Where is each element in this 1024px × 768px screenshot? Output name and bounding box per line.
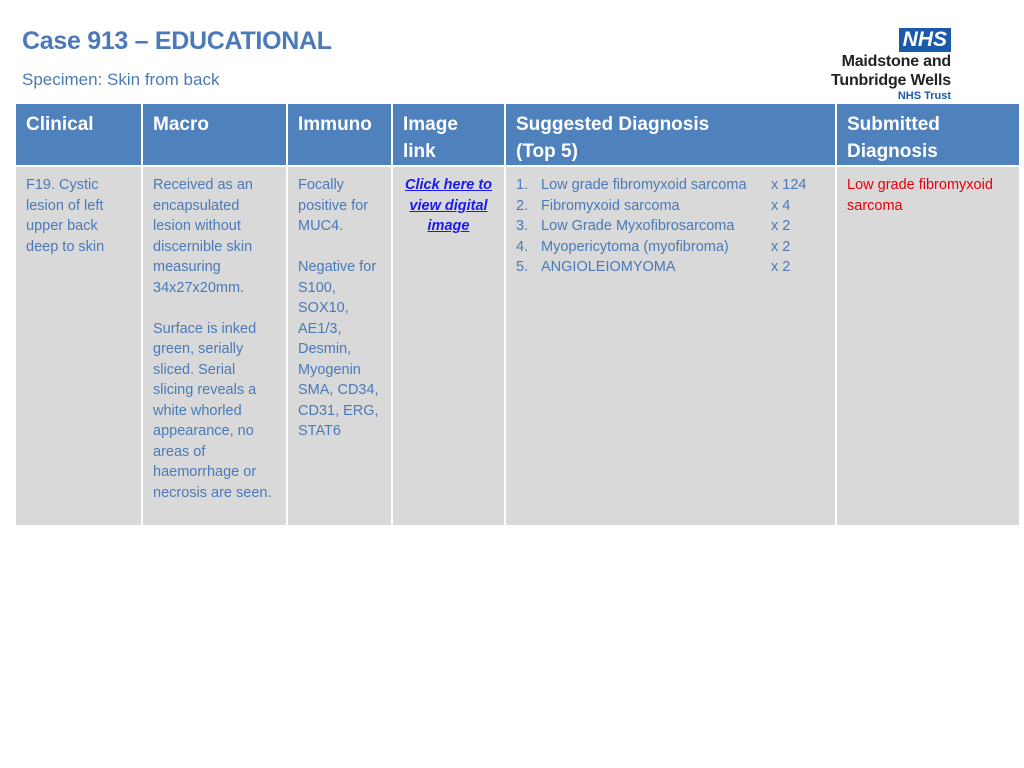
list-item: 3. Low Grade Myxofibrosarcoma x 2 [516,218,791,234]
table-header-row [15,103,1020,166]
list-item: 1. Low grade fibromyxoid sarcoma x 124 [516,177,807,193]
page-title: Case 913 – EDUCATIONAL [22,27,332,55]
suggested-diagnosis-list [516,175,825,278]
immuno-paragraph-1: Focally positive for MUC4. [298,177,369,234]
org-trust-line: NHS Trust [897,90,951,100]
header-image-link: Image link [392,103,505,166]
cell-macro [142,166,287,526]
cell-submitted-diagnosis [836,166,1020,526]
clinical-text: F19. Cystic lesion of left upper back deep to skin [26,177,105,255]
view-digital-image-link[interactable]: Click here to view digital image [404,177,493,234]
cell-immuno [287,166,392,526]
cell-image-link [392,166,505,526]
case-table [14,102,1021,527]
macro-paragraph-2: Surface is inked green, serially sliced. Serial slicing reveals a white whorled appearance, no areas of haemorrhage or necrosis are seen. [153,320,272,501]
header-clinical: Clinical [15,103,142,166]
org-name-line2: Tunbridge Wells [831,72,951,89]
list-item: 5. ANGIOLEIOMYOMA x 2 [516,259,791,275]
header-immuno: Immuno [287,103,392,166]
cell-clinical [15,166,142,526]
cell-suggested-diagnosis [505,166,836,526]
nhs-trust-logo [815,28,955,100]
macro-paragraph-1: Received as an encapsulated lesion without discernible skin measuring 34x27x20mm. [153,177,253,296]
header-suggested-diagnosis: Suggested Diagnosis (Top 5) [505,103,836,166]
list-item: 2. Fibromyxoid sarcoma x 4 [516,197,791,214]
header-submitted-diagnosis: Submitted Diagnosis [836,103,1020,166]
org-name-line1: Maidstone and [841,53,951,70]
submitted-diagnosis-text: Low grade fibromyxoid sarcoma [847,177,993,214]
table-row [15,166,1020,526]
nhs-badge: NHS [899,28,951,52]
immuno-paragraph-2: Negative for S100, SOX10, AE1/3, Desmin, Myogenin SMA, CD34, CD31, ERG, STAT6 [298,259,379,439]
list-item: 4. Myopericytoma (myofibroma) x 2 [516,238,791,255]
header-macro: Macro [142,103,287,166]
specimen-subtitle: Specimen: Skin from back [22,70,220,89]
